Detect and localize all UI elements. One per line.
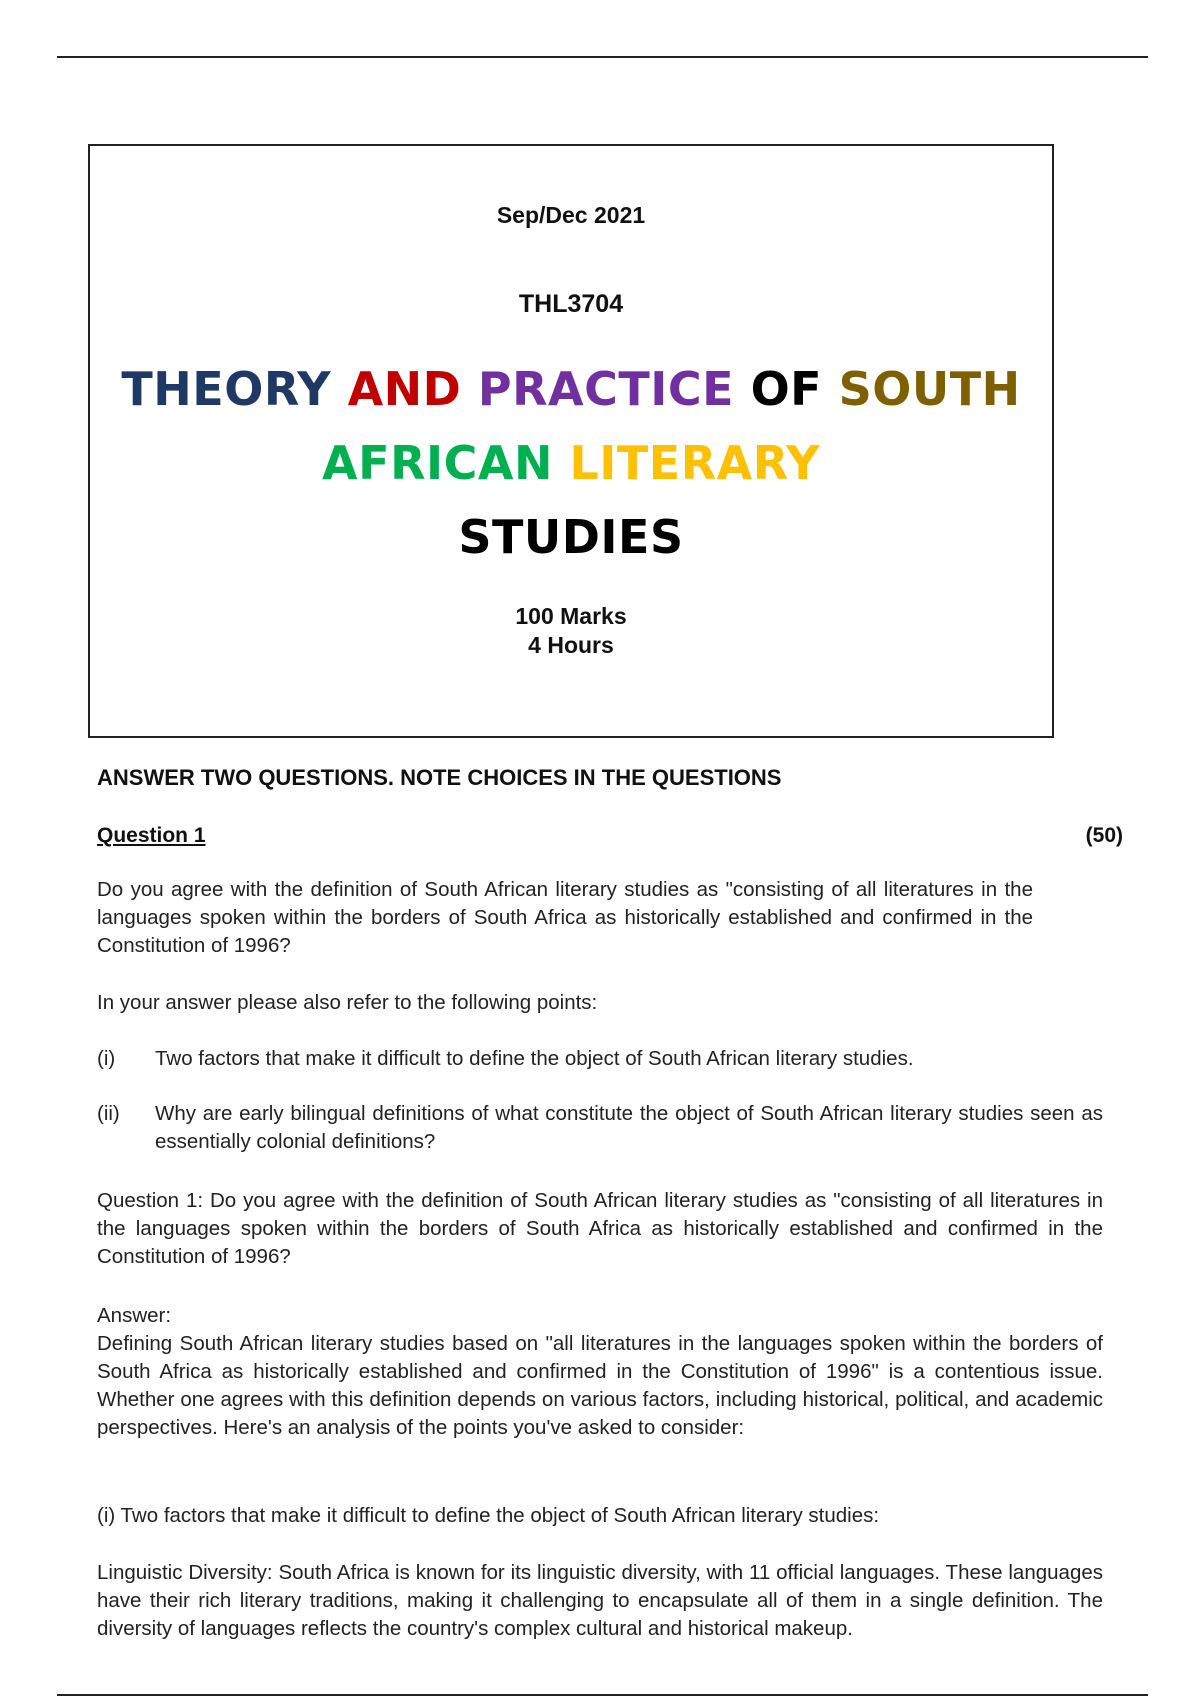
question-prompt (97, 876, 1033, 960)
answer-body (97, 1330, 1103, 1442)
answer-label: Answer: (97, 1304, 172, 1327)
refer-text: In your answer please also refer to the following points: (97, 991, 598, 1014)
title-word: AND (347, 362, 462, 416)
bottom-rule (57, 1694, 1148, 1696)
exam-term: Sep/Dec 2021 (496, 202, 646, 228)
point-number: (i) (97, 1047, 116, 1070)
question-header (97, 822, 1123, 850)
cover-box (88, 144, 1054, 738)
point-text: Why are early bilingual definitions of what constitute the object of South African literary studies seen as essentially colonial definitions? (155, 1102, 1103, 1153)
duration: 4 Hours (528, 632, 614, 658)
title-word: OF (750, 362, 823, 416)
point-number: (ii) (97, 1102, 120, 1125)
module-code: THL3704 (518, 290, 624, 318)
restated-question-text: Question 1: Do you agree with the definition of South African literary studies as "consisting of all literatures in the languages spoken within the borders of South Africa as historically established and confirmed in the Constitution of 1996? (97, 1189, 1103, 1268)
point-text: Two factors that make it difficult to define the object of South African literary studies. (155, 1047, 914, 1070)
diversity-text: Linguistic Diversity: South Africa is known for its linguistic diversity, with 11 official languages. These languages have their rich literary traditions, making it challenging to encapsulate all of them in a single definition. The diversity of languages reflects the country's complex cultural and historical makeup. (97, 1561, 1103, 1640)
title-line-3 (90, 510, 1052, 564)
question-label: Question 1 (97, 824, 206, 847)
title-word: STUDIES (458, 510, 684, 564)
title-line-1 (90, 362, 1052, 416)
instruction: ANSWER TWO QUESTIONS. NOTE CHOICES IN THE QUESTIONS (97, 765, 782, 790)
total-marks: 100 Marks (515, 603, 627, 629)
exam-details (90, 602, 1052, 660)
diversity-paragraph (97, 1559, 1103, 1643)
answer-text: Defining South African literary studies based on "all literatures in the languages spoken within the borders of South Africa as historically established and confirmed in the Constitution of 1996" is a contentious issue. Whether one agrees with this definition depends on various factors, including historical, political, and academic perspectives. Here's an analysis of the points you've asked to consider: (97, 1332, 1103, 1439)
title-word: LITERARY (569, 436, 820, 490)
question-prompt-text: Do you agree with the definition of South African literary studies as "consisting of all literatures in the languages spoken within the borders of South Africa as historically established and confirmed in the Constitution of 1996? (97, 878, 1033, 957)
top-rule (57, 56, 1148, 58)
sub-heading: (i) Two factors that make it difficult to define the object of South African literary studies: (97, 1504, 880, 1527)
title-word: PRACTICE (477, 362, 735, 416)
title-word: AFRICAN (322, 436, 553, 490)
title-line-2 (90, 436, 1052, 490)
title-word: THEORY (121, 362, 332, 416)
title-word: SOUTH (838, 362, 1021, 416)
restated-question (97, 1187, 1103, 1271)
question-marks: (50) (1085, 824, 1123, 847)
